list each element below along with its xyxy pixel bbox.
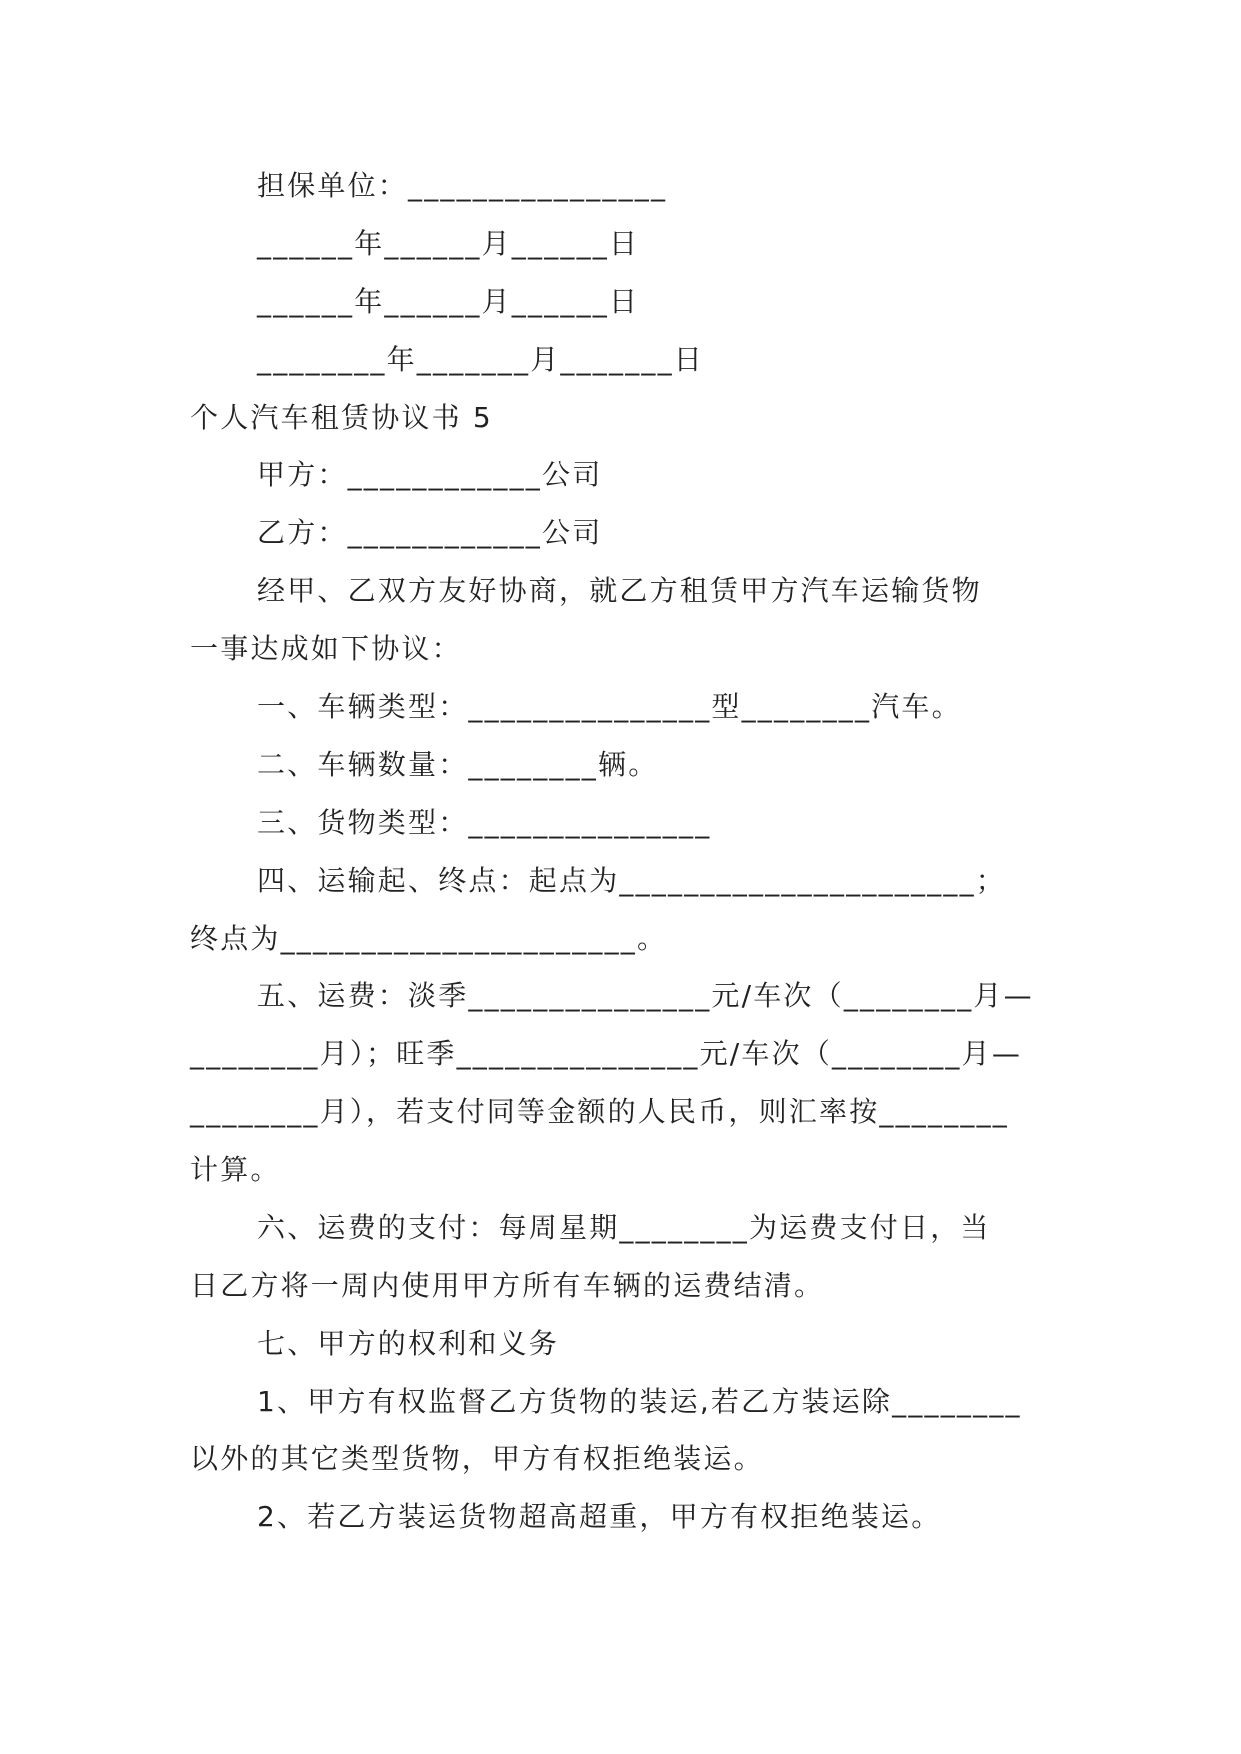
agreement-title: 个人汽车租赁协议书 5 xyxy=(190,401,493,434)
preamble-line: 经甲、乙双方友好协商，就乙方租赁甲方汽车运输货物 xyxy=(257,574,982,607)
clause-payment: 日乙方将一周内使用甲方所有车辆的运费结清。 xyxy=(190,1269,825,1302)
section-heading: 七、甲方的权利和义务 xyxy=(257,1327,560,1360)
clause-vehicle-type: 一、车辆类型：_______________型________汽车。 xyxy=(257,690,962,723)
clause-freight: 五、运费：淡季_______________元/车次（________月— xyxy=(257,979,1034,1012)
clause-item: 2、若乙方装运货物超高超重，甲方有权拒绝装运。 xyxy=(257,1500,942,1533)
guarantor-line: 担保单位：________________ xyxy=(257,169,668,202)
date-line: ________年_______月_______日 xyxy=(257,343,705,376)
clause-route: 四、运输起、终点：起点为______________________； xyxy=(257,864,1007,897)
clause-vehicle-count: 二、车辆数量：________辆。 xyxy=(257,748,659,781)
clause-item: 以外的其它类型货物，甲方有权拒绝装运。 xyxy=(190,1442,764,1475)
date-line: ______年______月______日 xyxy=(257,227,640,260)
party-b-line: 乙方：____________公司 xyxy=(257,516,603,549)
party-a-line: 甲方：____________公司 xyxy=(257,458,603,491)
preamble-line: 一事达成如下协议： xyxy=(190,632,462,665)
clause-route: 终点为______________________。 xyxy=(190,922,668,955)
clause-cargo-type: 三、货物类型：_______________ xyxy=(257,806,712,839)
clause-freight: 计算。 xyxy=(190,1153,281,1186)
clause-freight: ________月）；旺季_______________元/车次（________月— xyxy=(190,1037,1023,1070)
clause-freight: ________月），若支付同等金额的人民币，则汇率按________ xyxy=(190,1095,1010,1128)
clause-item: 1、甲方有权监督乙方货物的装运,若乙方装运除________ xyxy=(257,1385,1022,1418)
clause-payment: 六、运费的支付：每周星期________为运费支付日，当 xyxy=(257,1211,991,1244)
date-line: ______年______月______日 xyxy=(257,285,640,318)
